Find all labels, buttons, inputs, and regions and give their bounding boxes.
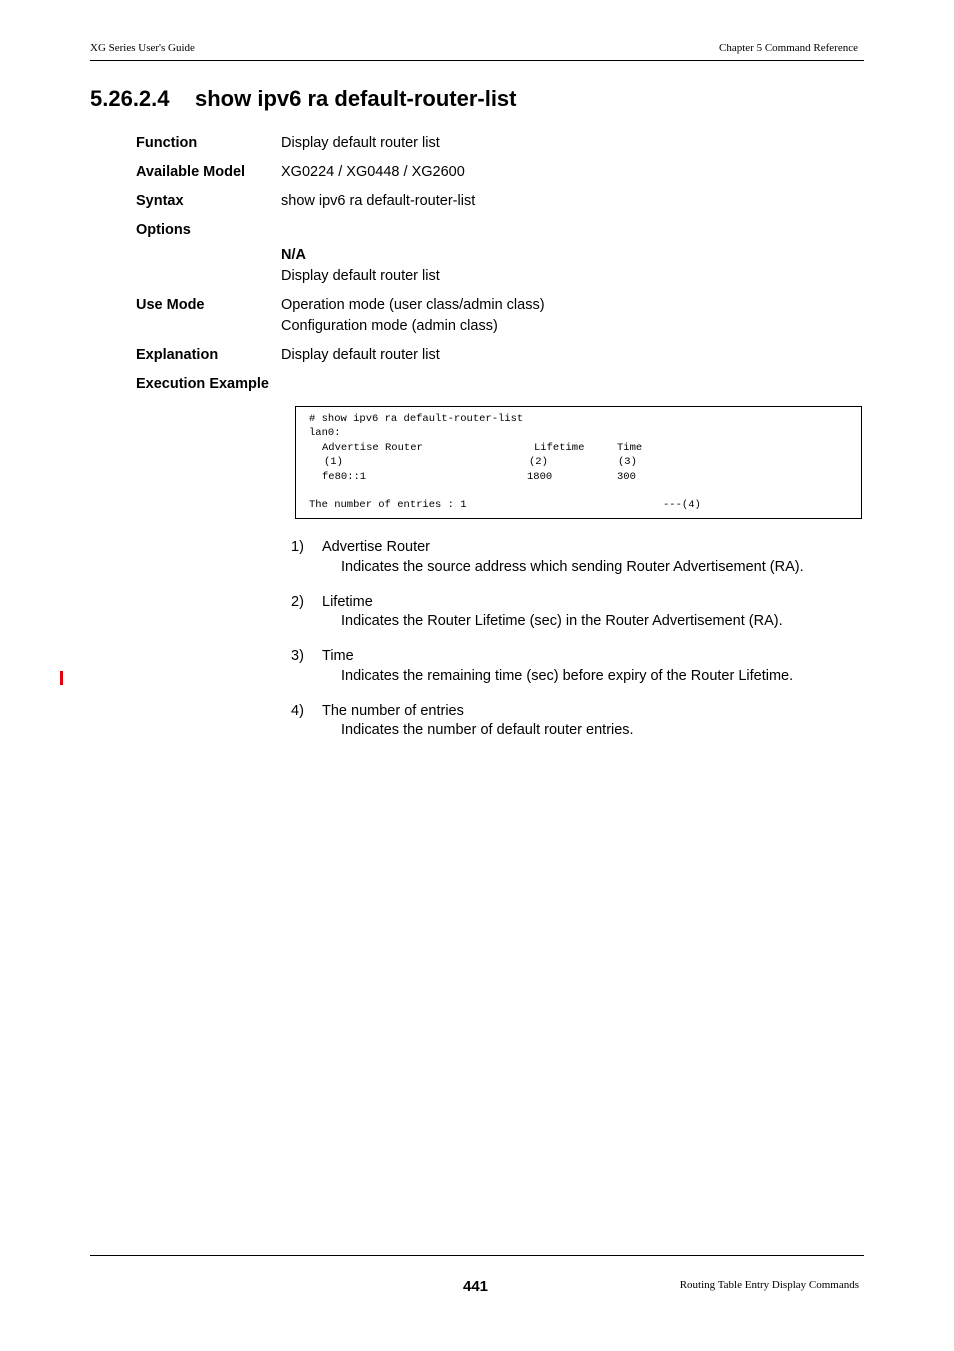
reference-1: (1) [324, 456, 343, 468]
example-command: # show ipv6 ra default-router-list [309, 413, 524, 425]
execution-example-box [295, 406, 862, 519]
legend-description-1: Indicates the source address which sending Router Advertisement (RA). [341, 559, 804, 575]
available-model-label: Available Model [136, 164, 246, 180]
page-number: 441 [463, 1278, 489, 1295]
explanation-value: Display default router list [281, 347, 440, 363]
column-lifetime: Lifetime [534, 442, 585, 454]
available-model-value: XG0224 / XG0448 / XG2600 [281, 164, 465, 180]
legend-number-3: 3) [291, 648, 304, 664]
options-label: Options [136, 222, 191, 238]
reference-3: (3) [618, 456, 637, 468]
header-rule [90, 60, 864, 61]
running-header-left: XG Series User's Guide [90, 42, 195, 54]
legend-description-4: Indicates the number of default router entries. [341, 722, 634, 738]
reference-2: (2) [529, 456, 548, 468]
explanation-label: Explanation [136, 347, 219, 363]
syntax-value: show ipv6 ra default-router-list [281, 193, 476, 209]
use-mode-label: Use Mode [136, 297, 205, 313]
legend-number-1: 1) [291, 539, 304, 555]
section-title: show ipv6 ra default-router-list [195, 86, 517, 111]
syntax-label: Syntax [136, 193, 184, 209]
legend-description-2: Indicates the Router Lifetime (sec) in the Router Advertisement (RA). [341, 613, 783, 629]
column-advertise-router: Advertise Router [322, 442, 423, 454]
entries-count: The number of entries : 1 [309, 499, 467, 511]
revision-change-bar [60, 671, 63, 685]
row-time: 300 [617, 471, 636, 483]
options-na: N/A [281, 247, 306, 263]
legend-number-4: 4) [291, 703, 304, 719]
use-mode-line-2: Configuration mode (admin class) [281, 318, 498, 334]
running-footer-right: Routing Table Entry Display Commands [679, 1279, 859, 1291]
function-label: Function [136, 135, 198, 151]
function-value: Display default router list [281, 135, 440, 151]
row-router-address: fe80::1 [322, 471, 367, 483]
legend-title-1: Advertise Router [322, 539, 430, 555]
execution-example-label: Execution Example [136, 376, 269, 392]
legend-number-2: 2) [291, 594, 304, 610]
use-mode-line-1: Operation mode (user class/admin class) [281, 297, 545, 313]
legend-title-2: Lifetime [322, 594, 373, 610]
row-lifetime: 1800 [527, 471, 553, 483]
legend-title-3: Time [322, 648, 354, 664]
column-time: Time [617, 442, 643, 454]
section-number: 5.26.2.4 [90, 86, 170, 111]
legend-title-4: The number of entries [322, 703, 464, 719]
footer-rule [90, 1255, 864, 1256]
section-heading [90, 86, 517, 112]
options-description: Display default router list [281, 268, 440, 284]
running-header-right: Chapter 5 Command Reference [719, 42, 858, 54]
reference-4: ---(4) [663, 499, 701, 511]
example-interface: lan0: [309, 427, 341, 439]
legend-description-3: Indicates the remaining time (sec) before expiry of the Router Lifetime. [341, 668, 794, 684]
